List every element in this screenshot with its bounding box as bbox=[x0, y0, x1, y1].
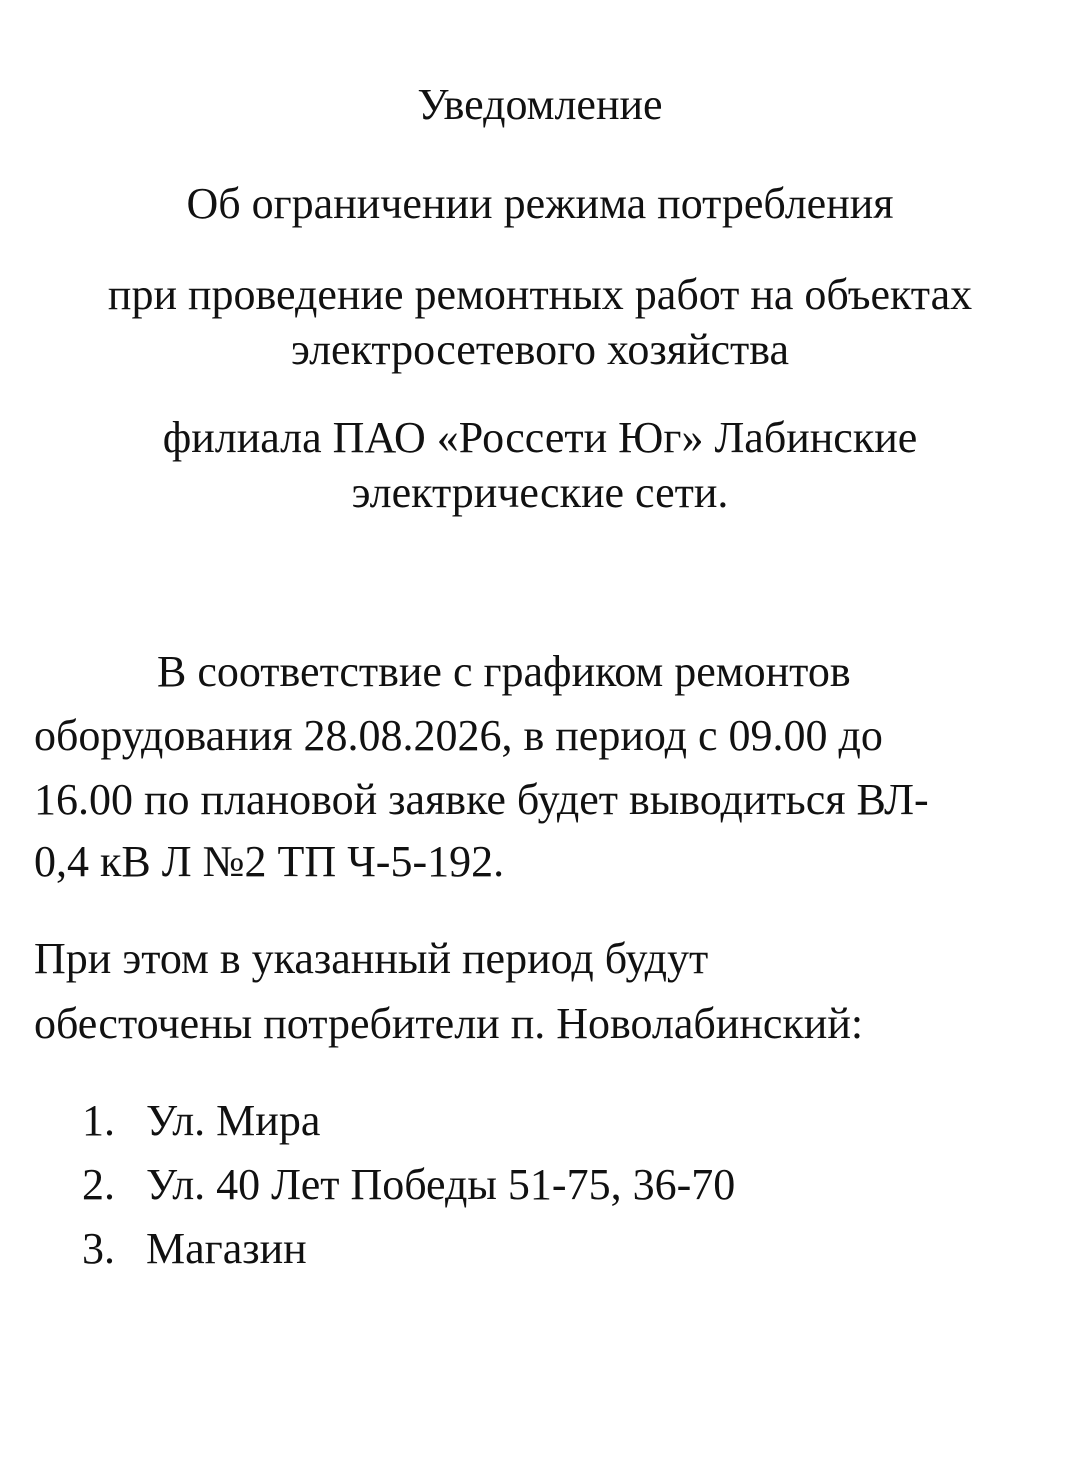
body-text-line: обесточены потребители п. Новолабинский: bbox=[34, 999, 864, 1048]
list-item-number: 2. bbox=[82, 1160, 115, 1209]
notice-title: Уведомление bbox=[417, 80, 663, 129]
list-item: Ул. Мира bbox=[146, 1096, 321, 1145]
list-item-number: 1. bbox=[82, 1096, 115, 1145]
list-item: Ул. 40 Лет Победы 51-75, 36-70 bbox=[146, 1160, 736, 1209]
list-item-number: 3. bbox=[82, 1224, 115, 1273]
body-text-line: оборудования 28.08.2026, в период с 09.00 до bbox=[34, 711, 883, 760]
notice-heading-line: филиала ПАО «Россети Юг» Лабинские bbox=[162, 413, 918, 462]
body-text-line: При этом в указанный период будут bbox=[34, 934, 709, 983]
body-text-line: В соответствие с графиком ремонтов bbox=[157, 647, 851, 696]
body-text-line: 0,4 кВ Л №2 ТП Ч-5-192. bbox=[34, 837, 505, 886]
notice-heading-line: электрические сети. bbox=[351, 468, 729, 517]
notice-subtitle: Об ограничении режима потребления bbox=[186, 179, 894, 228]
notice-heading-line: электросетевого хозяйства bbox=[291, 325, 789, 374]
list-item: Магазин bbox=[146, 1224, 307, 1273]
body-text-line: 16.00 по плановой заявке будет выводиться ВЛ- bbox=[34, 775, 929, 824]
notice-heading-line: при проведение ремонтных работ на объектах bbox=[107, 270, 973, 319]
